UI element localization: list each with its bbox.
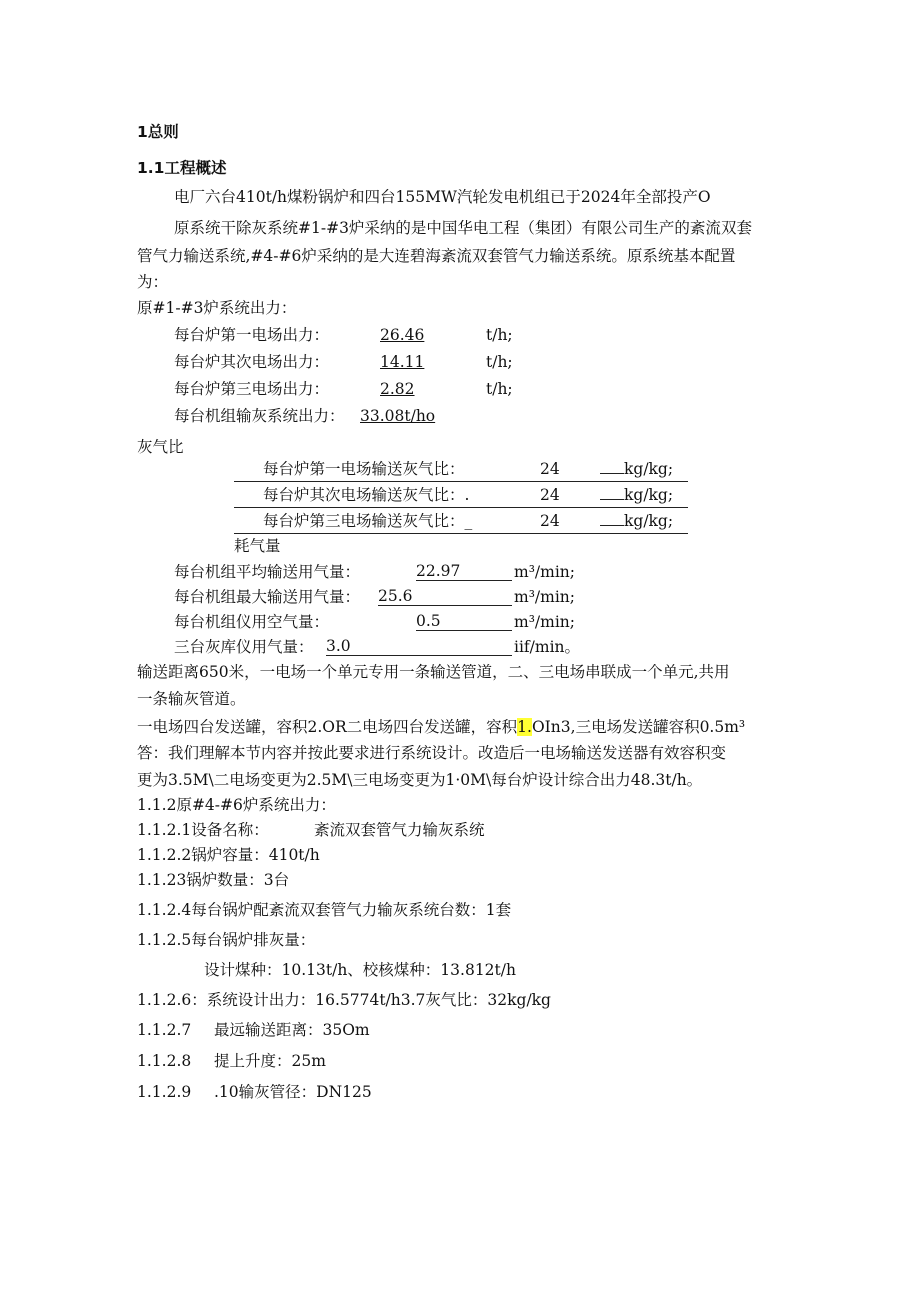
section-1-1-2: 1.1.2原#4-#6炉系统出力： <box>137 796 336 814</box>
ratio-row-divider-1 <box>234 481 688 482</box>
output-value-1: 26.46 <box>380 326 425 344</box>
section-1-1-2-2: 1.1.2.2锅炉容量：410t/h <box>137 846 320 864</box>
output-label-3: 每台炉第三电场出力： <box>174 380 330 398</box>
orig-1-3-output-title: 原#1-#3炉系统出力： <box>137 299 297 317</box>
consumption-unit-2: m³/min; <box>514 588 575 606</box>
ratio-value-2: 24 <box>540 486 560 504</box>
ratio-unit-3-text: kg/kg; <box>624 512 674 530</box>
output-unit-1: t/h; <box>486 326 513 344</box>
section-1-1-2-7-number: 1.1.2.7 <box>137 1021 192 1039</box>
paragraph-original-system-2: 管气力输送系统,#4-#6炉采纳的是大连碧海紊流双套管气力输送系统。原系统基本配置 <box>137 247 736 265</box>
ash-bin-label: 三台灰库仪用气量： <box>174 638 314 656</box>
ratio-unit-2 <box>600 485 673 505</box>
ratio-label-3: 每台炉第三电场输送灰气比：_ <box>263 512 473 530</box>
output-label-1: 每台炉第一电场出力： <box>174 326 330 344</box>
consumption-value-3: 0.5 <box>416 612 512 631</box>
gas-consumption-title: 耗气量 <box>234 537 281 555</box>
consumption-label-3: 每台机组仪用空气量： <box>174 613 330 631</box>
output-value-3: 2.82 <box>380 380 415 398</box>
paragraph-distance-1: 输送距离650米，一电场一个单元专用一条输送管道，二、三电场串联成一个单元,共用 <box>137 663 730 681</box>
ratio-unit-2-text: kg/kg; <box>624 486 674 504</box>
consumption-label-1: 每台机组平均输送用气量： <box>174 563 361 581</box>
section-1-1-2-5: 1.1.2.5每台锅炉排灰量： <box>137 931 316 949</box>
paragraph-answer-1: 答：我们理解本节内容并按此要求进行系统设计。改造后一电场输送发送器有效容积变 <box>137 744 727 762</box>
consumption-label-2: 每台机组最大输送用气量： <box>174 588 361 606</box>
heading-project-overview: 1.1工程概述 <box>137 159 227 177</box>
ratio-row-divider-3 <box>234 533 688 534</box>
consumption-value-2: 25.6 <box>378 587 512 606</box>
section-1-1-2-1-value: 紊流双套管气力输灰系统 <box>314 821 485 839</box>
ratio-value-3: 24 <box>540 512 560 530</box>
ash-bin-unit: iif/min。 <box>514 638 581 656</box>
section-1-1-2-7-value: 最远输送距离：35Om <box>214 1021 370 1039</box>
output-value-2: 14.11 <box>380 353 425 371</box>
paragraph-original-system-3: 为： <box>137 273 169 291</box>
tanks-text-pre: 一电场四台发送罐，容积2.OR二电场四台发送罐，容积 <box>137 718 518 736</box>
consumption-unit-1: m³/min; <box>514 563 575 581</box>
tanks-highlight: 1. <box>517 718 532 736</box>
section-1-1-2-1-number: 1.1.2.1设备名称： <box>137 821 269 839</box>
section-1-1-2-9-number: 1.1.2.9 <box>137 1083 192 1101</box>
paragraph-original-system-1: 原系统干除灰系统#1-#3炉采纳的是中国华电工程（集团）有限公司生产的紊流双套 <box>174 219 752 237</box>
ratio-label-1: 每台炉第一电场输送灰气比： <box>263 460 465 478</box>
consumption-value-1: 22.97 <box>416 562 512 581</box>
consumption-unit-3: m³/min; <box>514 613 575 631</box>
unit-output-value: 33.08t/ho <box>360 407 436 425</box>
paragraph-plant-intro: 电厂六台410t/h煤粉锅炉和四台155MW汽轮发电机组已于2024年全部投产O <box>174 188 711 206</box>
section-1-1-2-8-value: 提上升度：25m <box>214 1052 326 1070</box>
ratio-row-divider-2 <box>234 507 688 508</box>
ash-bin-value: 3.0 <box>326 637 512 656</box>
output-unit-3: t/h; <box>486 380 513 398</box>
ash-gas-ratio-title: 灰气比 <box>137 438 184 456</box>
section-1-1-2-3: 1.1.23锅炉数量：3台 <box>137 871 290 889</box>
tanks-text-post: OIn3,三电场发送罐容积0.5m³ <box>531 718 746 736</box>
coal-types: 设计煤种：10.13t/h、校核煤种：13.812t/h <box>204 961 516 979</box>
heading-general: 1总则 <box>137 123 179 141</box>
output-unit-2: t/h; <box>486 353 513 371</box>
section-1-1-2-6: 1.1.2.6：系统设计出力：16.5774t/h3.7灰气比：32kg/kg <box>137 991 551 1009</box>
ratio-unit-3 <box>600 511 673 531</box>
ratio-value-1: 24 <box>540 460 560 478</box>
section-1-1-2-8-number: 1.1.2.8 <box>137 1052 192 1070</box>
section-1-1-2-4: 1.1.2.4每台锅炉配紊流双套管气力输灰系统台数：1套 <box>137 901 512 919</box>
paragraph-answer-2: 更为3.5M\二电场变更为2.5M\三电场变更为1·0M\每台炉设计综合出力48.3t/h。 <box>137 771 703 789</box>
ratio-unit-1-text: kg/kg; <box>624 460 674 478</box>
output-label-2: 每台炉其次电场出力： <box>174 353 330 371</box>
ratio-label-2: 每台炉其次电场输送灰气比：. <box>263 486 470 504</box>
section-1-1-2-9-value: .10输灰管径：DN125 <box>214 1083 372 1101</box>
paragraph-tanks <box>137 717 745 737</box>
ratio-unit-1 <box>600 459 673 479</box>
paragraph-distance-2: 一条输灰管道。 <box>137 690 246 708</box>
unit-output-label: 每台机组输灰系统出力： <box>174 407 345 425</box>
